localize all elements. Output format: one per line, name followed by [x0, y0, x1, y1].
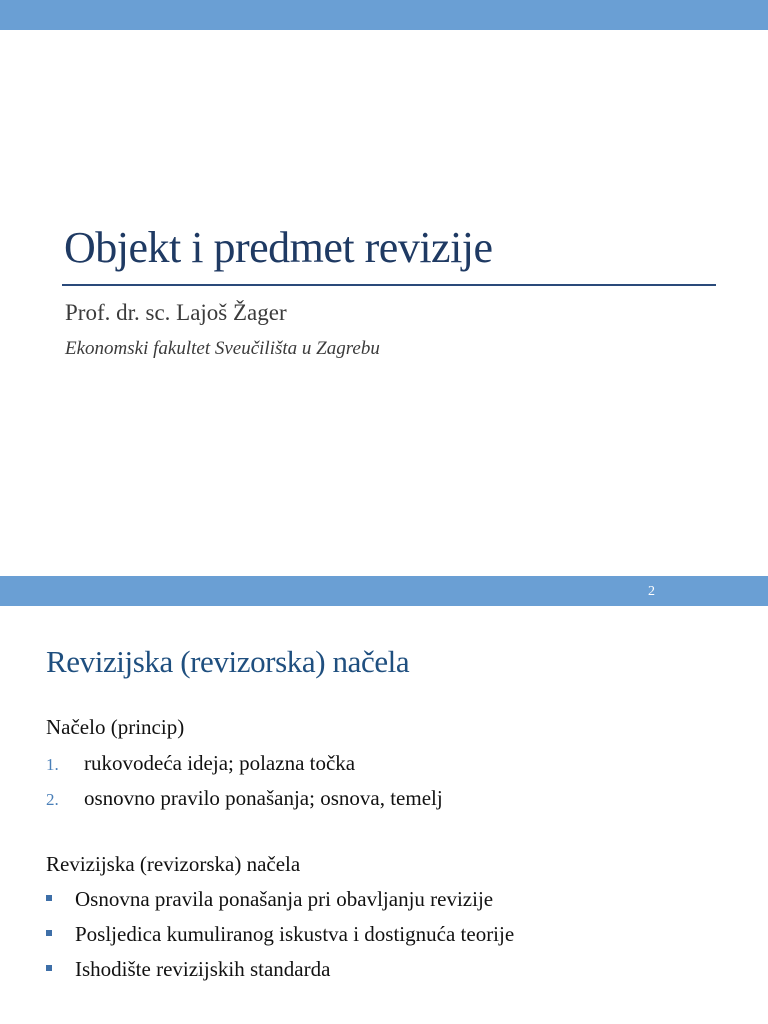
numbered-item: [46, 786, 443, 811]
bullet-item: [46, 922, 514, 947]
slide-1-title: Objekt i predmet revizije: [64, 223, 493, 272]
slide-2-top-bar: [0, 576, 768, 606]
author-affiliation: Ekonomski fakultet Sveučilišta u Zagrebu: [65, 338, 380, 359]
item-number: 2.: [46, 790, 59, 809]
title-underline: [62, 284, 716, 286]
slide-2-title: Revizijska (revizorska) načela: [46, 644, 410, 679]
square-bullet-icon: [46, 930, 52, 936]
author-name: Prof. dr. sc. Lajoš Žager: [65, 300, 287, 325]
item-text: osnovno pravilo ponašanja; osnova, temelj: [84, 786, 443, 810]
item-text: Osnovna pravila ponašanja pri obavljanju revizije: [75, 887, 494, 911]
square-bullet-icon: [46, 965, 52, 971]
item-text: Ishodište revizijskih standarda: [75, 957, 331, 981]
numbered-item: [46, 751, 355, 776]
item-text: Posljedica kumuliranog iskustva i dostignuća teorije: [75, 922, 515, 946]
slide-2: [0, 576, 768, 1024]
section-heading-audit-principles: Revizijska (revizorska) načela: [46, 852, 301, 876]
item-number: 1.: [46, 755, 59, 774]
square-bullet-icon: [46, 895, 52, 901]
bullet-item: [46, 887, 493, 912]
bullet-item: [46, 957, 330, 982]
section-heading-principle: Načelo (princip): [46, 715, 185, 739]
item-text: rukovodeća ideja; polazna točka: [84, 751, 356, 775]
slide-1-top-bar: [0, 0, 768, 30]
page-number: 2: [648, 584, 655, 599]
